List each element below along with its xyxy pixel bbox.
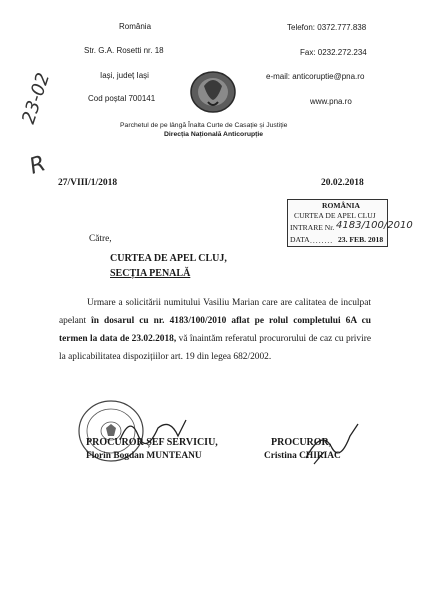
header-email: e-mail: anticoruptie@pna.ro <box>266 72 365 81</box>
stamp-intrare-value: 4183/100/2010 <box>336 220 413 231</box>
header-postal: Cod poștal 700141 <box>88 94 156 103</box>
recipient-section: SECȚIA PENALĂ <box>110 268 191 279</box>
body-text-part2: în dosarul cu nr. 4183/100/2010 aflat pe rolul completului 6A cu termen la data de 23.02.2018, <box>59 316 372 344</box>
stamp-court: CURTEA DE APEL CLUJ <box>294 211 376 220</box>
recipient-court: CURTEA DE APEL CLUJ, <box>110 253 227 264</box>
recipient-greeting: Către, <box>89 234 112 244</box>
body-text-part3: vă înaintăm referatul procurorului de caz cu privire la aplicabilitatea dispozițiilor art. 19 din legea 682/2002. <box>59 334 371 362</box>
header-country: România <box>119 22 152 31</box>
institution-line2: Direcția Națională Anticorupție <box>164 131 264 138</box>
signature-scribble-left <box>118 410 188 455</box>
header-street: Str. G.A. Rosetti nr. 18 <box>84 46 164 55</box>
emblem-logo <box>188 68 238 114</box>
stamp-data-value: 23. FEB. 2018 <box>338 235 384 244</box>
handwritten-margin-date: 23-02 <box>18 70 55 127</box>
body-paragraph <box>59 294 371 366</box>
institution-line1: Parchetul de pe lângă Înalta Curte de Casație și Justiție <box>120 122 288 129</box>
stamp-dots: ........ <box>310 236 334 245</box>
stamp-data-label: DATA <box>290 235 310 244</box>
header-web: www.pna.ro <box>310 97 352 106</box>
signature-left-title: PROCUROR ȘEF SERVICIU, <box>86 437 218 448</box>
registration-stamp <box>287 199 413 247</box>
header-phone: Telefon: 0372.777.838 <box>287 23 367 32</box>
header-fax: Fax: 0232.272.234 <box>300 48 367 57</box>
body-text-part1: Urmare a solicitării numitului Vasiliu Marian care are calitatea de inculpat apelant <box>59 298 371 326</box>
document-reference: 27/VIII/1/2018 <box>58 178 118 188</box>
handwritten-initial: R <box>26 151 49 180</box>
stamp-intrare-label: INTRARE Nr. <box>290 223 335 232</box>
document-date: 20.02.2018 <box>321 178 364 188</box>
signature-left-name: Florin Bogdan MUNTEANU <box>86 451 202 461</box>
signature-right-name: Cristina CHIRIAC <box>264 451 341 461</box>
header-city: Iași, județ Iași <box>100 71 149 80</box>
stamp-country: ROMÂNIA <box>322 201 360 210</box>
signature-right-title: PROCUROR, <box>271 437 332 448</box>
